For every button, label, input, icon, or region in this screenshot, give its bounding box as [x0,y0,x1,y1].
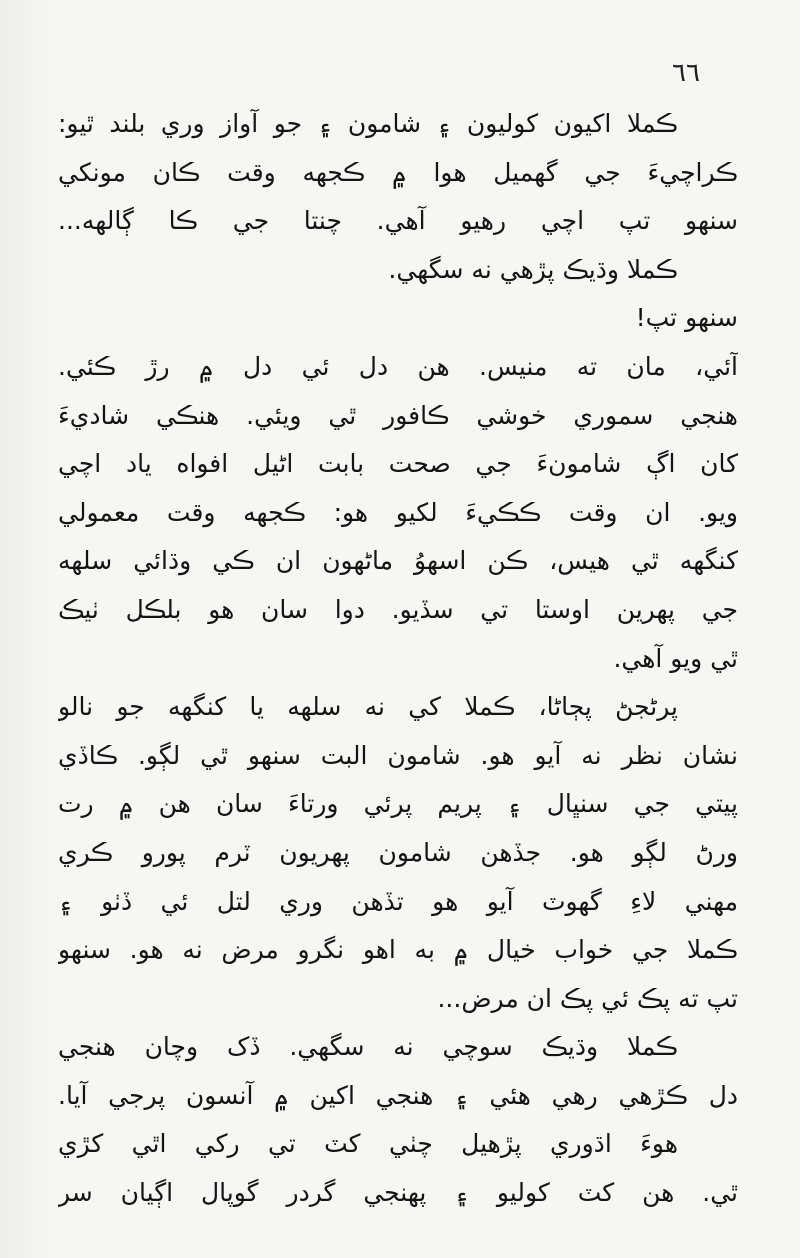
text-line: مهني لاءِ گهوٽ آيو هو تڏهن وري لتل ئي ڏٺو ۽ [58,886,738,916]
text-line: ورڻ لڳو هو. جڏهن شامون پهريون ٽرم پورو ڪري [58,837,738,867]
page-number: ٦٦ [672,58,700,88]
text-line: هنجي سموري خوشي ڪافور ٿي ويئي. هنڪي شاديءَ [58,400,738,430]
text-line: ڪراچيءَ جي گهميل هوا ۾ ڪجهه وقت ڪان مونکي [58,157,738,187]
text-line: سنهو تپ اچي رهيو آهي. چنتا جي ڪا ڳالهه... [58,206,738,236]
text-line: ڪملا وڌيڪ پڙهي نه سگهي. [388,254,678,284]
text-line: تپ ته پڪ ئي پڪ ان مرض... [437,983,738,1013]
text-line: ڪملا جي خواب خيال ۾ به اهو نگرو مرض نه هو. سنهو [58,935,738,965]
text-line: نشان نظر نه آيو هو. شامون البت سنهو ٿي لڳو. ڪاڏي [58,740,738,770]
text-line: ٿي. هن کٽ کوليو ۽ پهنجي گردر گوپال اڳيان سر [58,1178,738,1208]
text-line: سنهو تپ! [635,303,738,333]
text-line: دل ڪڙهي رهي هئي ۽ هنجي اکين ۾ آنسون پرجي آيا. [58,1080,738,1110]
text-line: هوءَ اڌوري پڙهيل چٺي کٽ تي رکي اٿي کڙي [58,1129,678,1159]
text-line: آئي، مان ته منيس. هن دل ئي دل ۾ رڙ ڪئي. [58,351,738,381]
text-line: کنگهه ٿي هيس، ڪن اسهوُ ماڻهون ان ڪي وڌائي سلهه [58,546,738,576]
page-binding-shadow [0,0,52,1258]
text-line: ڪملا وڌيڪ سوچي نه سگهي. ڏک وچان هنجي [58,1032,678,1062]
text-line: کان اڳ شامونءَ جي صحت بابت اڻيل افواه ياد اچي [58,449,738,479]
text-line: پيتي جي سنڀال ۽ پريم پرئي ورتاءَ سان هن ۾ رت [58,789,738,819]
text-line: ٿي ويو آهي. [613,643,738,673]
body-text [58,100,738,1218]
text-line: ويو. ان وقت ڪڪيءَ لکيو هو: ڪجهه وقت معمولي [58,497,738,527]
text-line: جي پهرين اوستا تي سڏيو. دوا سان هو بلڪل ٺيڪ [58,594,738,624]
text-line: پرڻجڻ پڄاڻا، ڪملا کي نه سلهه يا کنگهه جو نالو [58,692,678,722]
text-line: ڪملا اکيون کوليون ۽ شامون ۽ جو آواز وري بلند ٿيو: [58,109,678,138]
